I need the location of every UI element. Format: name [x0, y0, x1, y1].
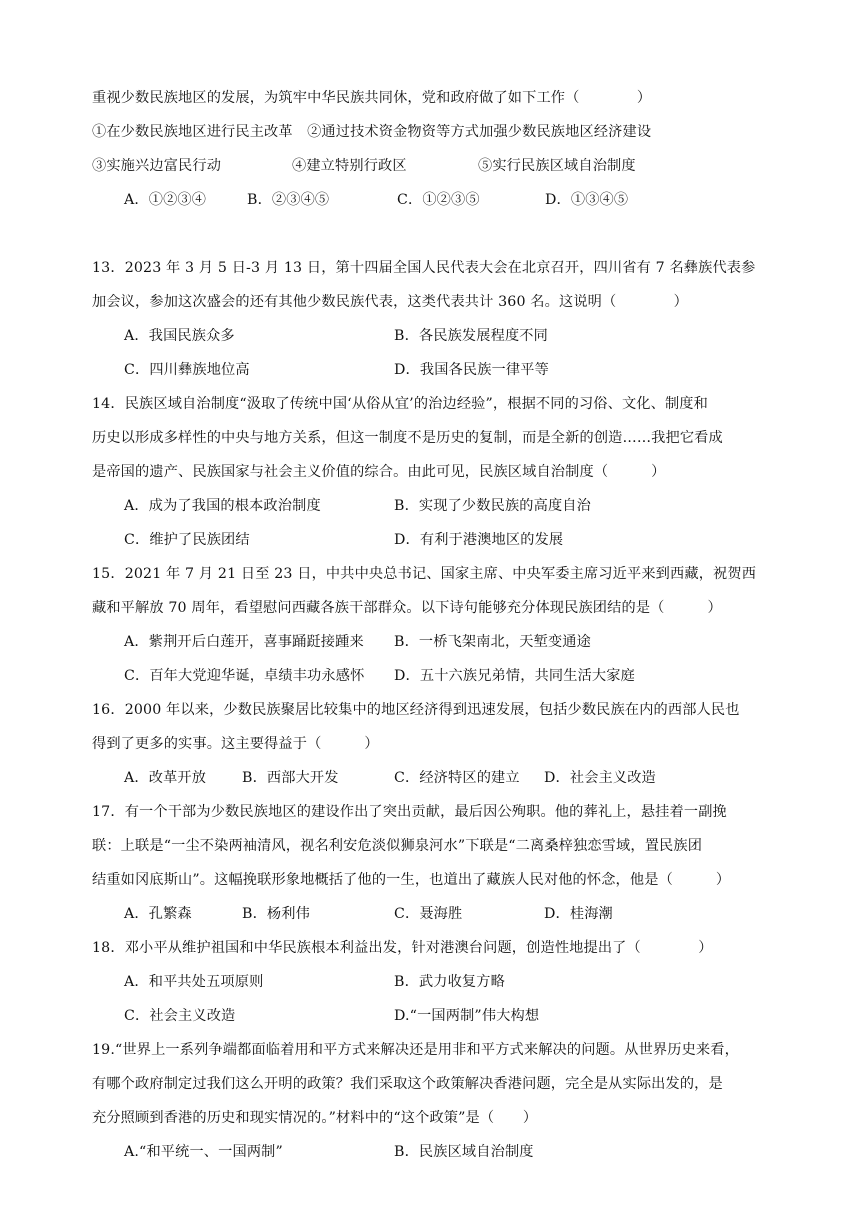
q17-option-b[interactable]: B．杨利伟 — [242, 906, 310, 922]
q14-stem-line1: 14．民族区域自治制度“汲取了传统中国‘从俗从宜’的治边经验”，根据不同的习俗、文化、制度和 — [92, 396, 708, 412]
q15-option-b[interactable]: B．一桥飞架南北，天堑变通途 — [394, 634, 591, 650]
q16-stem-line2: 得到了更多的实事。这主要得益于（ ） — [92, 736, 379, 752]
q14-option-c[interactable]: C．维护了民族团结 — [124, 532, 250, 548]
q15-stem-line1: 15．2021 年 7 月 21 日至 23 日，中共中央总书记、国家主席、中央军委主席习近平来到西藏，祝贺西 — [92, 566, 757, 582]
q19-options-row1 — [124, 1142, 534, 1162]
q12-option-b[interactable]: B．②③④⑤ — [247, 192, 330, 208]
q12-item-5: ⑤实行民族区域自治制度 — [478, 158, 636, 174]
q14-stem-line3: 是帝国的遗产、民族国家与社会主义价值的综合。由此可见，民族区域自治制度（ ） — [92, 464, 666, 480]
q14-stem-line2: 历史以形成多样性的中央与地方关系，但这一制度不是历史的复制，而是全新的创造……我把它看成 — [92, 430, 723, 446]
q19-stem-line2: 有哪个政府制定过我们这么开明的政策？我们采取这个政策解决香港问题，完全是从实际出发的，是 — [92, 1076, 723, 1092]
q18-options-row1 — [124, 972, 505, 992]
q15-options-row1 — [124, 632, 591, 652]
q19-stem-line1: 19.“世界上一系列争端都面临着用和平方式来解决还是用非和平方式来解决的问题。从世界历史来看， — [92, 1042, 739, 1058]
q15-option-a[interactable]: A．紫荆开后白莲开，喜事踊跹接踵来 — [124, 634, 364, 650]
q12-item-3: ③实施兴边富民行动 — [92, 158, 222, 174]
q18-option-b[interactable]: B．武力收复方略 — [394, 974, 505, 990]
q16-option-b[interactable]: B．西部大开发 — [242, 770, 339, 786]
q17-option-a[interactable]: A．孔繁森 — [124, 906, 192, 922]
q17-stem-line1: 17．有一个干部为少数民族地区的建设作出了突出贡献，最后因公殉职。他的葬礼上，悬挂着一副挽 — [92, 804, 727, 820]
q12-items-line2 — [92, 156, 636, 176]
q14-option-b[interactable]: B．实现了少数民族的高度自治 — [394, 498, 591, 514]
q13-option-b[interactable]: B．各民族发展程度不同 — [394, 328, 548, 344]
q16-stem-line1: 16．2000 年以来，少数民族聚居比较集中的地区经济得到迅速发展，包括少数民族在内的西部人民也 — [92, 702, 740, 718]
q16-option-c[interactable]: C．经济特区的建立 — [394, 770, 520, 786]
q12-stem: 重视少数民族地区的发展，为筑牢中华民族共同休，党和政府做了如下工作（ ） — [92, 90, 652, 106]
q14-options-row2 — [124, 530, 564, 550]
q17-stem-line2: 联：上联是“一尘不染两袖清风，视名利安危淡似狮泉河水”下联是“二离桑梓独恋雪域，置民族团 — [92, 838, 703, 854]
q12-items-line1: ①在少数民族地区进行民主改革 ②通过技术资金物资等方式加强少数民族地区经济建设 — [92, 124, 652, 140]
q12-option-d[interactable]: D．①③④⑤ — [545, 192, 629, 208]
q18-stem-line1: 18．邓小平从维护祖国和中华民族根本利益出发，针对港澳台问题，创造性地提出了（ ） — [92, 940, 713, 956]
q16-options — [124, 768, 656, 788]
q17-stem-line3: 结重如冈底斯山”。这幅挽联形象地概括了他的一生，也道出了藏族人民对他的怀念，他是（ ） — [92, 872, 731, 888]
q13-option-c[interactable]: C．四川彝族地位高 — [124, 362, 250, 378]
q13-stem-line2: 加会议，参加这次盛会的还有其他少数民族代表，这类代表共计 360 名。这说明（ ） — [92, 294, 689, 310]
q15-options-row2 — [124, 666, 635, 686]
q12-item-4: ④建立特别行政区 — [292, 158, 407, 174]
q18-option-c[interactable]: C．社会主义改造 — [124, 1008, 236, 1024]
q12-options — [124, 190, 628, 210]
q17-options — [124, 904, 613, 924]
q14-options-row1 — [124, 496, 591, 516]
q14-option-a[interactable]: A．成为了我国的根本政治制度 — [124, 498, 321, 514]
q19-option-b[interactable]: B．民族区域自治制度 — [394, 1144, 534, 1160]
q19-option-a[interactable]: A.“和平统一、一国两制” — [124, 1144, 283, 1160]
q12-option-c[interactable]: C．①②③⑤ — [397, 192, 480, 208]
q15-stem-line2: 藏和平解放 70 周年，看望慰问西藏各族干部群众。以下诗句能够充分体现民族团结的是（ ） — [92, 600, 722, 616]
q15-option-c[interactable]: C．百年大党迎华诞，卓绩丰功永感怀 — [124, 668, 365, 684]
q13-options-row1 — [124, 326, 548, 346]
q14-option-d[interactable]: D．有利于港澳地区的发展 — [394, 532, 564, 548]
q17-option-c[interactable]: C．聂海胜 — [394, 906, 463, 922]
q13-stem-line1: 13．2023 年 3 月 5 日-3 月 13 日，第十四届全国人民代表大会在北京召开，四川省有 7 名彝族代表参 — [92, 260, 756, 276]
q12-option-a[interactable]: A．①②③④ — [124, 192, 207, 208]
q18-options-row2 — [124, 1006, 540, 1026]
q17-option-d[interactable]: D．桂海潮 — [544, 906, 613, 922]
q13-options-row2 — [124, 360, 549, 380]
q13-option-d[interactable]: D．我国各民族一律平等 — [394, 362, 549, 378]
q16-option-d[interactable]: D．社会主义改造 — [544, 770, 656, 786]
q13-option-a[interactable]: A．我国民族众多 — [124, 328, 235, 344]
q16-option-a[interactable]: A．改革开放 — [124, 770, 207, 786]
q19-stem-line3: 充分照顾到香港的历史和现实情况的。”材料中的“这个政策”是（ ） — [92, 1110, 538, 1126]
q18-option-a[interactable]: A．和平共处五项原则 — [124, 974, 264, 990]
q18-option-d[interactable]: D.“一国两制”伟大构想 — [394, 1008, 540, 1024]
q15-option-d[interactable]: D．五十六族兄弟情，共同生活大家庭 — [394, 668, 635, 684]
